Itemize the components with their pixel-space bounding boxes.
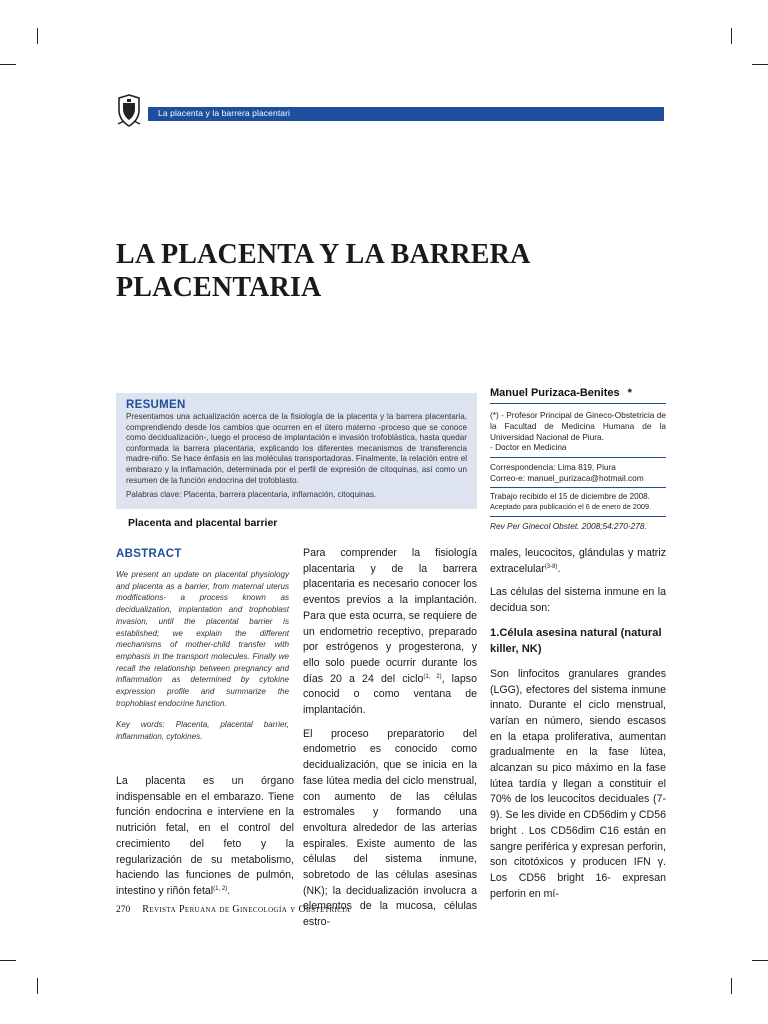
- resumen-keywords: Palabras clave: Placenta, barrera placentaria, inflamación, citoquinas.: [126, 490, 377, 500]
- body-column-2: [303, 546, 477, 939]
- affiliation-text: (*) - Profesor Principal de Gineco-Obstetricia de la Facultad de Medicina Humana de la Universidad Nacional de Piura.: [490, 410, 666, 442]
- crop-mark: [731, 978, 732, 994]
- section-heading: 1.Célula asesina natural (natural killer, NK): [490, 626, 662, 655]
- page-footer: [116, 904, 351, 915]
- running-header-bar: [148, 107, 664, 121]
- paragraph-text: La placenta es un órgano indispensable en el embarazo. Tiene función endocrina e interviene en la nutrición fetal, en el control del crecimiento del feto y la regularización de su metabolismo, haciendo las funciones de pulmón, intestino y riñón fetal: [116, 775, 294, 897]
- resumen-box: [116, 393, 477, 509]
- author-name-row: [490, 387, 666, 404]
- crop-mark: [752, 64, 768, 65]
- correspondence-email: Correo-e: manuel_purizaca@hotmail.com: [490, 472, 644, 483]
- dates: [490, 488, 666, 517]
- received-date: Trabajo recibido el 15 de diciembre de 2008.: [490, 491, 650, 501]
- running-title: La placenta y la barrera placentari: [158, 108, 291, 118]
- article-title: [116, 238, 676, 304]
- crop-mark: [731, 28, 732, 44]
- crop-mark: [0, 64, 16, 65]
- body-paragraph: [303, 546, 477, 719]
- accepted-date: Aceptado para publicación el 6 de enero de 2009.: [490, 502, 652, 512]
- journal-name: Revista Peruana de Ginecología y Obstetricia: [142, 904, 351, 915]
- reference-superscript: (3-8): [544, 563, 558, 570]
- correspondence-address: Correspondencia: Lima 819, Piura: [490, 462, 616, 473]
- resumen-heading: RESUMEN: [126, 399, 186, 411]
- author-block: [490, 387, 666, 531]
- crop-mark: [752, 960, 768, 961]
- reference-superscript: (1, 2): [213, 885, 228, 892]
- body-column-3: [490, 546, 666, 910]
- body-paragraph: Las células del sistema inmune en la decidua son:: [490, 586, 666, 615]
- paragraph-text: , lapso conocid o como ventana de implantación.: [303, 672, 477, 717]
- paragraph-text: Para comprender la fisiología placentaria y de la barrera placentaria es necesario conocer los eventos previos a la implantación. Para que esta ocurra, se requiere de un endometrio receptivo, preparado por estrógenos y progesterona, y ello solo puede ocurrir durante los días 20 a 24 del ciclo: [303, 547, 477, 685]
- paragraph-text: .: [557, 562, 561, 575]
- body-paragraph: El proceso preparatorio del endometrio es conocido como decidualización, que se inicia en la fase lútea media del ciclo menstrual, con aumento de las células estromales y formando una envoltura alrededor de las arterias espirales. Existe aumento de las células del sistema inmune, sobretodo de las células asesinas (NK); la decidualización involucra a elementos de la mucosa, células estro-: [303, 727, 477, 929]
- body-paragraph: [490, 546, 666, 577]
- resumen-text: Presentamos una actualización acerca de la fisiología de la placenta y la barrera placentaria, comprendiendo desde los cambios que ocurren en el útero materno -proceso que se conoce como decidualización-, luego el proceso de implantación e invasión trofoblástica, hasta quedar conformada la barrera placentaria, explicando los diferentes mecanismos de transferencia madre-niño. Se hace énfasis en las moléculas transportadoras. Finalmente, la relación entre el embarazo y la inflamación, determinada por el perfil de expresión de citoquinas, así como un resumen de la función endocrina del trofoblasto.: [126, 412, 467, 485]
- citation: Rev Per Ginecol Obstet. 2008;54:270-278.: [490, 520, 647, 531]
- page-number: 270: [116, 905, 131, 915]
- article-title-line: PLACENTARIA: [116, 272, 322, 303]
- reference-superscript: (1, 2): [423, 673, 442, 680]
- author-name: Manuel Purizaca-Benites: [490, 387, 620, 399]
- abstract-heading: ABSTRACT: [116, 548, 182, 560]
- article-title-line: LA PLACENTA Y LA BARRERA: [116, 239, 531, 270]
- journal-logo-icon: [116, 94, 142, 128]
- paragraph-text: males, leucocitos, glándulas y matriz extracelular: [490, 547, 666, 575]
- abstract-text: We present an update on placental physiology and placenta as a barrier, from maternal uterus modifications- a process known as decidualization, implantation and trophoblast invasion, until the placental barrier is established; we explain the different mechanisms of mother-child transfer with emphasis in the transport molecules. Finally we recall the relationship between pregnancy and inflammation as determined by cytokine expression profile and summarize the trophoblast endocrine function.: [116, 570, 289, 708]
- author-star: *: [627, 387, 632, 399]
- abstract-section: [116, 548, 289, 743]
- affiliation-degree: - Doctor en Medicina: [490, 442, 567, 453]
- crop-mark: [37, 978, 38, 994]
- correspondence: [490, 458, 666, 488]
- abstract-keywords: Key words: Placenta, placental barrier, inflammation, cytokines.: [116, 720, 289, 742]
- crop-mark: [37, 28, 38, 44]
- english-title: Placenta and placental barrier: [128, 517, 278, 529]
- author-affiliation: [490, 404, 666, 458]
- body-column-1: [116, 774, 294, 908]
- crop-mark: [0, 960, 16, 961]
- paragraph-text: .: [227, 884, 231, 897]
- body-paragraph: Son linfocitos granulares grandes (LGG), efectores del sistema inmune innato. Durante el ciclo menstrual, varían en número, siendo escasos en la etapa proliferativa, aumentan gradualmente en la fase lútea, alcanzan su pico máximo en la fase lútea tardía y llegan a constituir el 70% de los leucocitos deciduales (7-9). Se les divide en CD56dim y CD56 bright . Los CD56dim C16 están en sangre periférica y expresan perforin, son citotóxicos y producen IFN γ. Los CD56 bright 16- expresan perforin en mí-: [490, 667, 666, 900]
- body-paragraph: [116, 774, 294, 900]
